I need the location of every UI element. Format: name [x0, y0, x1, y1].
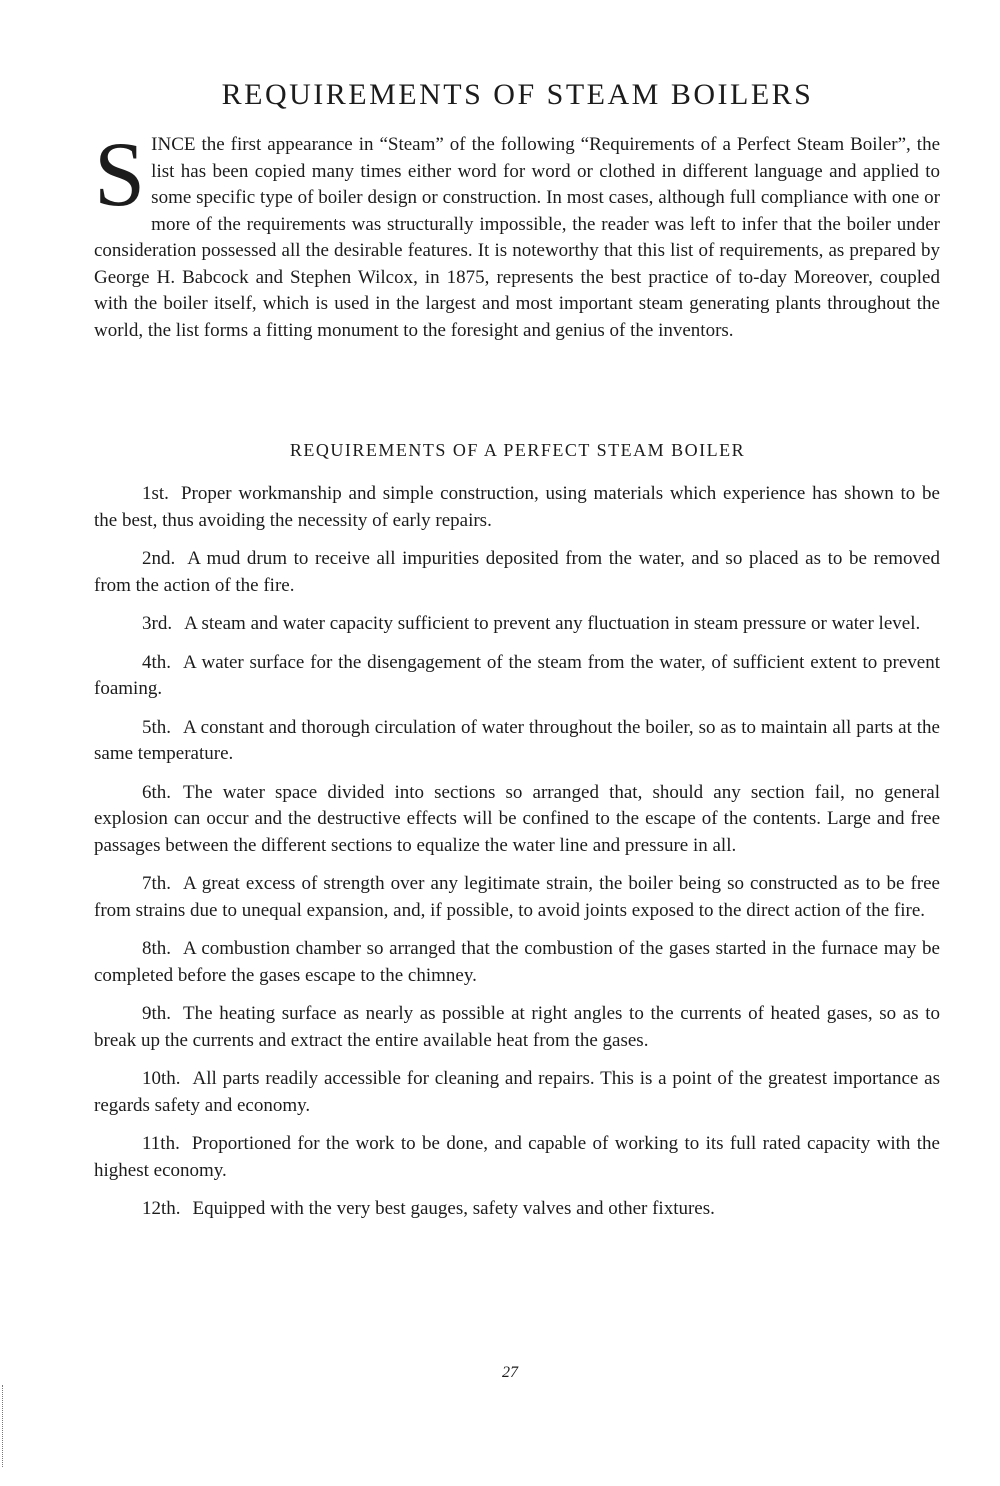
requirement-item — [94, 611, 940, 638]
requirement-number: 7th. — [142, 873, 172, 894]
requirement-text: Equipped with the very best gauges, safety valves and other fixtures. — [192, 1198, 715, 1219]
requirement-text: A constant and thorough circulation of water throughout the boiler, so as to maintain all parts at the same temperature. — [94, 716, 940, 764]
requirement-number: 5th. — [142, 716, 172, 738]
intro-paragraph — [94, 123, 940, 344]
requirements-list — [94, 481, 940, 1235]
requirement-text: Proper workmanship and simple construction, using materials which experience has shown to be the best, thus avoiding the necessity of early repairs. — [94, 483, 940, 531]
requirement-text: A mud drum to receive all impurities deposited from the water, and so placed as to be removed from the action of the fire. — [94, 548, 940, 596]
requirement-item — [94, 936, 940, 989]
requirement-text: The water space divided into sections so arranged that, should any section fail, no general explosion can occur and the destructive effects will be confined to the escape of the contents. Large and free passages between the different sections to equalize the water line and pressure in all. — [94, 781, 940, 856]
requirement-item — [94, 715, 940, 768]
requirement-number: 6th. — [142, 781, 172, 803]
requirement-text: A steam and water capacity sufficient to prevent any fluctuation in steam pressure or water level. — [184, 613, 921, 634]
requirement-item — [94, 780, 940, 860]
requirement-text: The heating surface as nearly as possible at right angles to the currents of heated gases, so as to break up the currents and extract the entire available heat from the gases. — [94, 1003, 940, 1051]
requirement-item — [94, 1066, 940, 1119]
requirement-number: 8th. — [142, 938, 172, 959]
page-number: 27 — [502, 1364, 518, 1381]
page-title: REQUIREMENTS OF STEAM BOILERS — [221, 78, 814, 111]
requirement-number: 11th. — [142, 1133, 180, 1154]
requirement-text: Proportioned for the work to be done, and capable of working to its full rated capacity with the highest economy. — [94, 1133, 940, 1181]
section-subtitle: REQUIREMENTS OF A PERFECT STEAM BOILER — [289, 440, 746, 460]
requirement-number: 3rd. — [142, 613, 173, 634]
requirement-number: 4th. — [142, 651, 172, 673]
drop-cap: S — [94, 123, 146, 225]
intro-text: INCE the first appearance in “Steam” of the following “Requirements of a Perfect Steam Boiler”, the list has been copied many times either word for word or clothed in different language and applied to some specific type of boiler design or construction. In most cases, although full compliance with one or more of the requirements was structurally impossible, the reader was left to infer that the boiler under consideration possessed all the desirable features. It is noteworthy that this list of requirements, as prepared by George H. Babcock and Stephen Wilcox, in 1875, represents the best practice of to-day Moreover, coupled with the boiler itself, which is used in the largest and most important steam generating plants throughout the world, the list forms a fitting monument to the foresight and genius of the inventors. — [94, 134, 940, 341]
requirement-number: 10th. — [142, 1068, 181, 1089]
requirement-text: A water surface for the disengagement of the steam from the water, of sufficient extent to prevent foaming. — [94, 651, 940, 699]
requirement-item — [94, 650, 940, 703]
requirement-item — [94, 481, 940, 534]
requirement-number: 9th. — [142, 1003, 172, 1024]
requirement-number: 1st. — [142, 483, 169, 504]
requirement-item — [94, 1131, 940, 1184]
requirement-text: All parts readily accessible for cleaning and repairs. This is a point of the greatest importance as regards safety and economy. — [94, 1068, 940, 1116]
requirement-number: 12th. — [142, 1198, 181, 1219]
margin-dots — [2, 1385, 6, 1467]
requirement-item — [94, 546, 940, 599]
requirement-text: A combustion chamber so arranged that the combustion of the gases started in the furnace may be completed before the gases escape to the chimney. — [94, 938, 940, 986]
requirement-item — [94, 1196, 940, 1223]
requirement-text: A great excess of strength over any legitimate strain, the boiler being so constructed as to be free from strains due to unequal expansion, and, if possible, to avoid joints exposed to the direct action of the fire. — [94, 873, 940, 921]
requirement-item — [94, 1001, 940, 1054]
requirement-item — [94, 871, 940, 924]
requirement-number: 2nd. — [142, 548, 176, 569]
